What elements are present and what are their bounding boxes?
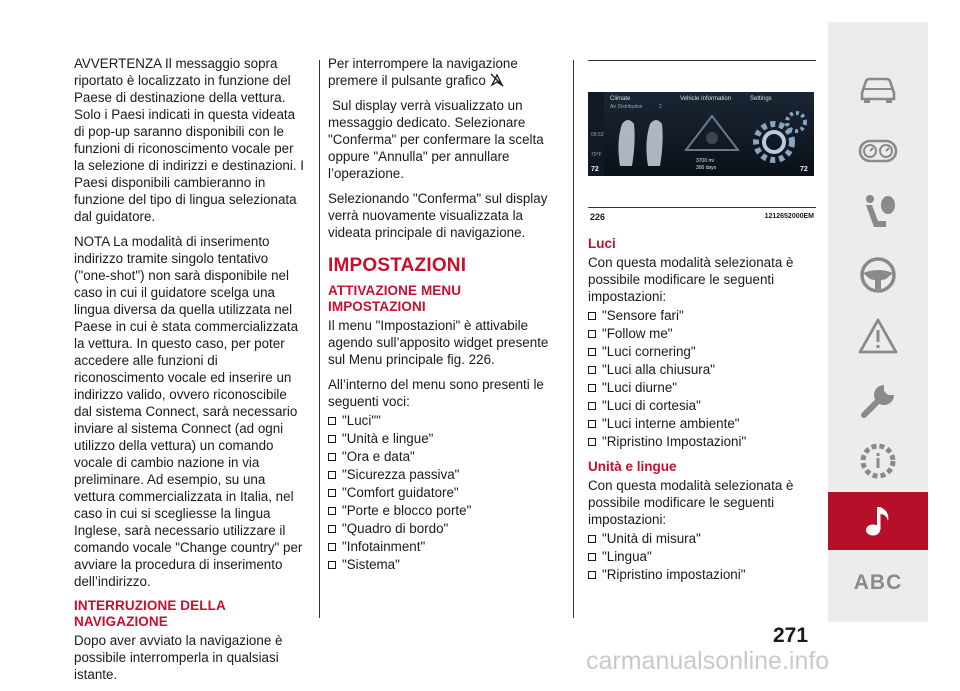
lights-list bbox=[588, 307, 816, 451]
settings-menu-list bbox=[328, 412, 560, 574]
vehicle-info-icon bbox=[682, 112, 742, 156]
chapter-tab-warnings[interactable] bbox=[828, 308, 928, 366]
list-item: "Sensore fari" bbox=[588, 307, 816, 325]
list-item: "Luci di cortesia" bbox=[588, 397, 816, 415]
list-item: "Lingua" bbox=[588, 548, 816, 566]
units-list bbox=[588, 530, 816, 584]
figure-code: 1212652000EM bbox=[764, 213, 814, 220]
chapter-tab-maintenance[interactable] bbox=[828, 370, 928, 428]
display-message-paragraph: Sul display verrà visualizzato un messaggio dedicato. Selezionare "Conferma" per confermare la scelta oppure "Annulla" per annullare l’operazione. bbox=[328, 98, 544, 181]
settings-menu-paragraph: Il menu "Impostazioni" è attivabile agendo sull’apposito widget presente sul Menu principale fig. 226. bbox=[328, 318, 549, 367]
list-item: "Unità e lingue" bbox=[328, 430, 560, 448]
note-paragraph: NOTA La modalità di inserimento indirizzo tramite singolo tentativo ("one-shot") non sarà disponibile nel caso in cui il guidatore scelga una lingua diversa da quella utilizzata nel Paese in cui è stata commercializzata la vettura. In questo caso, per poter accedere alle funzioni di riconoscimento vocale ed inserire un indirizzo valido, ovvero riconoscibile dal sistema Connect, sarà necessario inviare al sistema Connect (ad ogni utilizzo della vettura) un comando vocale di cambio nazione in via preliminare. Ad esempio, su una vettura commercializzata in Italia, nel caso in cui si scegliesse la lingua Inglese, sarà necessario utilizzare il comando vocale "Change country" per avviare la procedura di inserimento dell’indirizzo. bbox=[74, 234, 303, 589]
figure-number: 226 bbox=[590, 212, 606, 222]
steering-wheel-icon bbox=[856, 253, 900, 297]
chapter-tab-dashboard[interactable] bbox=[828, 122, 928, 180]
column-middle bbox=[328, 55, 560, 580]
settings-heading: IMPOSTAZIONI bbox=[328, 255, 467, 276]
list-item: "Follow me" bbox=[588, 325, 816, 343]
list-item: "Unità di misura" bbox=[588, 530, 816, 548]
settings-label: Settings bbox=[750, 96, 772, 102]
list-item: "Luci diurne" bbox=[588, 379, 816, 397]
chapter-tab-driving[interactable] bbox=[828, 246, 928, 304]
vehicle-info-label: Vehicle Information bbox=[680, 96, 732, 102]
wrench-icon bbox=[856, 377, 900, 421]
figure-bottom-rule bbox=[588, 207, 816, 208]
info-gear-icon bbox=[856, 439, 900, 483]
menu-items-intro: All’interno del menu sono presenti le seguenti voci: bbox=[328, 377, 544, 409]
list-item: "Luci"" bbox=[328, 412, 560, 430]
warning-paragraph: AVVERTENZA Il messaggio sopra riportato è localizzato in funzione del Paese di destinazione della vettura. Solo i Paesi indicati in questa videata di pop-up saranno disponibili con le funzioni di riconoscimento vocale per la selezione di indirizzi e destinazioni. I Paesi disponibili cambieranno in funzione del tipo di lingua selezionata dal guidatore. bbox=[74, 56, 304, 224]
climate-label: Climate bbox=[610, 96, 631, 102]
list-item: "Ripristino Impostazioni" bbox=[588, 433, 816, 451]
list-item: "Comfort guidatore" bbox=[328, 484, 560, 502]
settings-gear-icon bbox=[746, 106, 808, 170]
list-item: "Luci cornering" bbox=[588, 343, 816, 361]
chapter-tab-multimedia[interactable] bbox=[828, 492, 928, 550]
dashboard-icon bbox=[856, 129, 900, 173]
settings-activation-heading: ATTIVAZIONE MENU IMPOSTAZIONI bbox=[328, 283, 462, 314]
lights-paragraph: Con questa modalità selezionata è possibile modificare le seguenti impostazioni: bbox=[588, 255, 794, 304]
airbag-icon bbox=[856, 191, 900, 235]
chapter-tab-index[interactable] bbox=[828, 554, 928, 612]
list-item: "Infotainment" bbox=[328, 538, 560, 556]
list-item: "Ora e data" bbox=[328, 448, 560, 466]
list-item: "Porte e blocco porte" bbox=[328, 502, 560, 520]
column-right bbox=[588, 236, 816, 590]
chapter-tab-technical[interactable] bbox=[828, 432, 928, 490]
car-icon bbox=[856, 67, 900, 111]
music-note-icon bbox=[856, 499, 900, 543]
units-heading: Unità e lingue bbox=[588, 459, 677, 474]
section-heading-stop-nav: INTERRUZIONE DELLA NAVIGAZIONE bbox=[74, 598, 226, 629]
chapter-tab-car[interactable] bbox=[828, 60, 928, 118]
list-item: "Ripristino impostazioni" bbox=[588, 566, 816, 584]
confirm-paragraph: Selezionando "Conferma" sul display verrà nuovamente visualizzata la videata principale di navigazione. bbox=[328, 191, 548, 240]
navigation-cancel-icon bbox=[490, 73, 504, 87]
list-item: "Luci interne ambiente" bbox=[588, 415, 816, 433]
index-label: ABC bbox=[853, 571, 903, 594]
column-left bbox=[74, 55, 306, 691]
units-paragraph: Con questa modalità selezionata è possibile modificare le seguenti impostazioni: bbox=[588, 478, 794, 527]
chapter-sidebar bbox=[828, 22, 928, 622]
stop-button-paragraph: Per interrompere la navigazione premere il pulsante grafico bbox=[328, 56, 518, 88]
air-distribution-label: Air Distribution bbox=[610, 104, 643, 110]
column-divider bbox=[573, 60, 574, 618]
chapter-tab-safety[interactable] bbox=[828, 184, 928, 242]
watermark: carmanualsonline.info bbox=[586, 647, 830, 675]
list-item: "Sicurezza passiva" bbox=[328, 466, 560, 484]
list-item: "Quadro di bordo" bbox=[328, 520, 560, 538]
stop-nav-paragraph: Dopo aver avviato la navigazione è possibile interromperla in qualsiasi istante. bbox=[74, 633, 283, 682]
seats-icon bbox=[610, 112, 672, 170]
lights-heading: Luci bbox=[588, 236, 616, 251]
column-divider bbox=[319, 60, 320, 618]
warning-icon bbox=[856, 315, 900, 359]
page-number: 271 bbox=[773, 624, 809, 647]
list-item: "Luci alla chiusura" bbox=[588, 361, 816, 379]
figure-226-screen: Climate Air Distribution 2 Vehicle Information Settings 09:53 70°F 72 72 3700 mi 300 days bbox=[588, 92, 814, 176]
figure-top-rule bbox=[588, 60, 816, 61]
list-item: "Sistema" bbox=[328, 556, 560, 574]
